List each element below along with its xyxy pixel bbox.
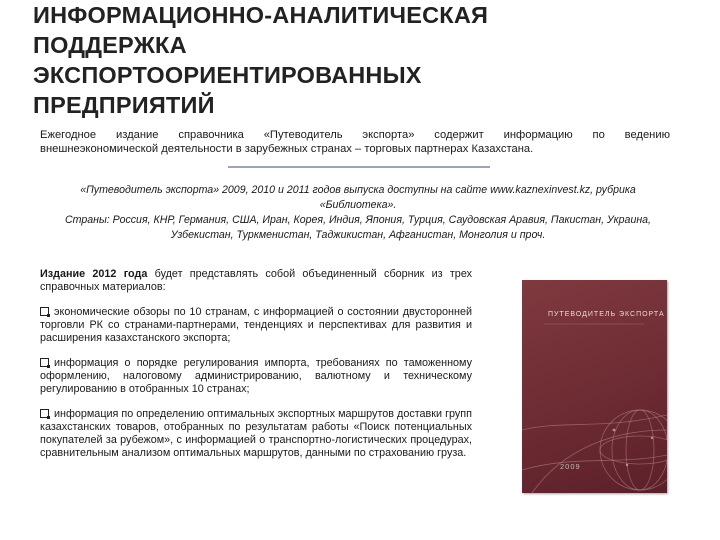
book-cover-year: 2009 — [560, 462, 581, 471]
bullet-item — [40, 357, 472, 396]
bullet-item — [40, 306, 472, 345]
title-line: ЭКСПОРТООРИЕНТИРОВАННЫХ — [33, 62, 422, 88]
divider-rule — [228, 166, 490, 168]
edition-text: будет представлять собой объединенный сборник из трех справочных материалов: — [40, 268, 472, 293]
title-line: ПРЕДПРИЯТИЙ — [33, 92, 215, 118]
notes-line: Страны: Россия, КНР, Германия, США, Иран, Корея, Индия, Япония, Турция, Саудовская Аравия, Пакистан, Украина, — [64, 214, 652, 226]
page-title — [33, 0, 673, 120]
book-cover-image — [522, 280, 667, 493]
edition-bold: Издание 2012 года — [40, 268, 148, 280]
checkbox-bullet-icon — [40, 307, 49, 316]
bullet-item — [40, 408, 472, 460]
intro-line: внешнеэкономической деятельности в зарубежных странах – торговых партнерах Казахстана. — [40, 143, 534, 155]
book-cover-title: ПУТЕВОДИТЕЛЬ ЭКСПОРТА — [548, 311, 665, 318]
checkbox-bullet-icon — [40, 358, 49, 367]
bullet-text: информация по определению оптимальных экспортных маршрутов доставки групп казахстанских товаров, отобранных по результатам работы «Поиск потенциальных покупателей за рубежом», с информацией о транспортно-логистических процедурах, сравнительным анализом оптимальных маршрутов, данными по страхованию груза. — [40, 408, 472, 459]
intro-paragraph — [40, 128, 670, 156]
notes-line: «Путеводитель экспорта» 2009, 2010 и 2011 годов выпуска доступны на сайте www.kaznexinvest.kz, рубрика — [80, 184, 636, 196]
notes-line: Узбекистан, Туркменистан, Таджикистан, Афганистан, Монголия и проч. — [170, 229, 546, 241]
checkbox-bullet-icon — [40, 409, 49, 418]
edition-description — [40, 268, 472, 472]
intro-line: Ежегодное издание справочника «Путеводитель экспорта» содержит информацию по ведению — [40, 129, 670, 141]
title-line: ПОДДЕРЖКА — [33, 32, 187, 58]
title-line: ИНФОРМАЦИОННО-АНАЛИТИЧЕСКАЯ — [33, 2, 489, 28]
bullet-text: информация о порядке регулирования импорта, требованиях по таможенному оформлению, налоговому администрированию, валютному и техническому регулированию в отобранных 10 странах; — [40, 357, 472, 395]
edition-paragraph — [40, 268, 472, 294]
notes-line: «Библиотека». — [319, 199, 397, 211]
availability-notes — [36, 183, 680, 243]
bullet-text: экономические обзоры по 10 странам, с информацией о состоянии двусторонней торговли РК со странами-партнерами, тенденциях и перспективах для развития и расширения казахстанского экспорта; — [40, 306, 472, 344]
